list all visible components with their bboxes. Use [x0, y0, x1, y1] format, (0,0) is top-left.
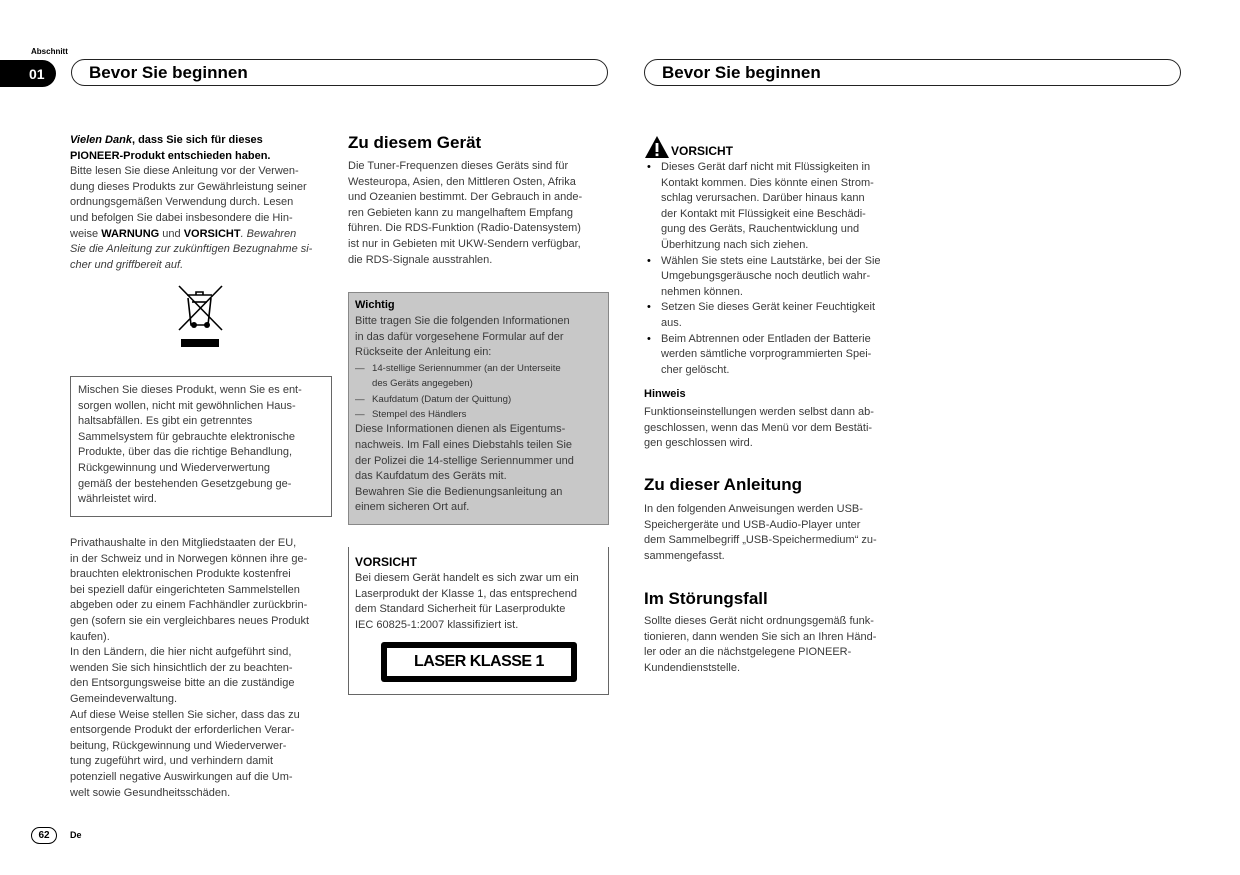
hinweis-title: Hinweis: [644, 388, 686, 400]
caution-bullet-list: [644, 160, 906, 378]
thanks-intro: [70, 133, 332, 273]
intro-line: ordnungsgemäßen Verwendung durch. Lesen: [70, 196, 294, 209]
disposal-line: gemäß der bestehenden Gesetzgebung ge-: [78, 477, 292, 490]
stoerung-line: Sollte dieses Gerät nicht ordnungsgemäß funk-: [644, 615, 874, 627]
wichtig-after-line: einem sicheren Ort auf.: [355, 501, 470, 514]
wichtig-line: Bitte tragen Sie die folgenden Informationen: [355, 315, 570, 327]
bullet-line: werden sämtliche vorprogrammierten Spei-: [661, 348, 872, 361]
bullet-line: schlag verursachen. Darüber hinaus kann: [661, 192, 865, 205]
laser-line: Bei diesem Gerät handelt es sich zwar um ein: [355, 572, 579, 584]
eu-line: gen (sofern sie ein vergleichbares neues Produkt: [70, 614, 310, 627]
bullet-line: Kontakt kommen. Dies könnte einen Strom-: [661, 176, 874, 189]
device-line: ren Gebieten kann zu mangelhaftem Empfang: [348, 206, 574, 219]
hinweis-line: gen geschlossen wird.: [644, 437, 753, 450]
anleitung-line: dem Sammelbegriff „USB-Speichermedium“ zu-: [644, 534, 877, 547]
section-number-tab: 01: [0, 60, 56, 87]
bullet-line: • Beim Abtrennen oder Entladen der Batterie: [661, 332, 871, 345]
caution-bullet: [644, 254, 906, 301]
disposal-line: währleistet wird.: [78, 493, 157, 506]
wichtig-title: Wichtig: [355, 299, 395, 311]
caution-title: VORSICHT: [671, 144, 734, 158]
wichtig-list-item: — Stempel des Händlers: [355, 407, 602, 422]
eu-line: Privathaushalte in den Mitgliedstaaten der EU,: [70, 537, 297, 549]
italic-line: Sie die Anleitung zur zukünftigen Bezugnahme si-: [70, 243, 313, 256]
vorsicht-word: VORSICHT: [183, 227, 241, 240]
wichtig-list-item: — Kaufdatum (Datum der Quittung): [355, 392, 602, 407]
caution-bullet: [644, 160, 906, 254]
header-title-left: Bevor Sie beginnen: [71, 59, 608, 86]
bullet-line: der Kontakt mit Flüssigkeit eine Beschädi-: [661, 207, 866, 220]
wichtig-line: in das dafür vorgesehene Formular auf der: [355, 330, 564, 343]
caution-bullet: [644, 300, 906, 331]
wichtig-item-line: des Geräts angegeben): [372, 378, 473, 390]
device-line: Westeuropa, Asien, den Mittleren Osten, Afrika: [348, 175, 576, 188]
eu-line: brauchten elektronischen Produkte kostenfrei: [70, 568, 291, 581]
eu-line: tung zugeführt wird, und verhindern damit: [70, 755, 274, 768]
bullet-line: Überhitzung nach sich ziehen.: [661, 238, 809, 251]
heading-im-stoerungsfall: Im Störungsfall: [644, 589, 768, 608]
und-word: und: [159, 227, 184, 240]
wichtig-after-line: nachweis. Im Fall eines Diebstahls teilen Sie: [355, 439, 573, 451]
thanks-rest: , dass Sie sich für dieses: [131, 134, 263, 146]
bullet-line: gung des Geräts, Rauchentwicklung und: [661, 223, 860, 236]
device-line: ist nur in Gebieten mit UKW-Sendern verfügbar,: [348, 237, 581, 250]
disposal-line: sorgen wollen, nicht mit gewöhnlichen Haus-: [78, 399, 296, 412]
caution-bullet: [644, 332, 906, 379]
hinweis-paragraph: [644, 405, 906, 452]
eu-line: abgeben oder zu einem Fachhändler zurückbrin-: [70, 599, 308, 612]
laser-class-text: LASER KLASSE 1: [386, 647, 572, 677]
hinweis-line: geschlossen, wenn das Menü vor dem Bestäti-: [644, 421, 873, 434]
device-line: führen. Die RDS-Funktion (Radio-Datensystem): [348, 222, 581, 235]
warnung-word: WARNUNG: [101, 227, 160, 240]
anleitung-line: Speichergeräte und USB-Audio-Player unter: [644, 518, 861, 531]
disposal-line: Rückgewinnung und Wiederverwertung: [78, 461, 270, 474]
device-line: und Ozeanien bestimmt. Der Gebrauch in ande-: [348, 191, 583, 204]
wichtig-after-line: Bewahren Sie die Bedienungsanleitung an: [355, 485, 563, 498]
anleitung-line: sammengefasst.: [644, 549, 725, 562]
italic-line: cher und griffbereit auf.: [70, 258, 184, 271]
eu-line: Gemeindeverwaltung.: [70, 692, 178, 705]
eu-line: den Entsorgungsweise bitte an die zuständige: [70, 677, 295, 690]
thanks-line2: PIONEER-Produkt entschieden haben.: [70, 149, 271, 162]
disposal-line: Produkte, über das die richtige Behandlung,: [78, 446, 293, 459]
wichtig-after-line: Diese Informationen dienen als Eigentums-: [355, 423, 566, 436]
wichtig-after-line: das Kaufdatum des Geräts mit.: [355, 470, 507, 483]
bullet-line: nehmen können.: [661, 285, 743, 298]
weise-prefix: weise: [70, 227, 102, 240]
bullet-line: aus.: [661, 316, 682, 329]
laser-class-label: [381, 642, 577, 682]
stoerung-line: Kundendienststelle.: [644, 661, 741, 674]
thanks-italic: Vielen Dank: [70, 134, 132, 146]
thanks-line1: [70, 133, 332, 149]
eu-line: wenden Sie sich hinsichtlich der zu beachten-: [70, 661, 293, 674]
wichtig-box: [348, 292, 609, 525]
intro-line: und befolgen Sie dabei insbesondere die Hin-: [70, 211, 293, 224]
intro-line: dung dieses Produkts zur Gewährleistung seiner: [70, 180, 307, 193]
eu-line: kaufen).: [70, 630, 110, 643]
weee-bin-icon: [176, 283, 226, 349]
wichtig-line: Rückseite der Anleitung ein:: [355, 346, 492, 359]
header-title-right: Bevor Sie beginnen: [644, 59, 1181, 86]
bullet-line: • Setzen Sie dieses Gerät keiner Feuchtigkeit: [661, 301, 876, 314]
anleitung-line: In den folgenden Anweisungen werden USB-: [644, 503, 863, 515]
device-line: die RDS-Signale ausstrahlen.: [348, 253, 493, 266]
laser-caution-title: VORSICHT: [355, 555, 418, 569]
wichtig-item-line: — 14-stellige Seriennummer (an der Unterseite: [372, 362, 561, 374]
disposal-line: haltsabfällen. Es gibt ein getrenntes: [78, 415, 253, 428]
bullet-line: • Dieses Gerät darf nicht mit Flüssigkeiten in: [661, 161, 871, 173]
disposal-notice-box: [70, 376, 332, 517]
device-line: Die Tuner-Frequenzen dieses Geräts sind für: [348, 160, 569, 172]
bullet-line: • Wählen Sie stets eine Lautstärke, bei der Sie: [661, 254, 881, 267]
language-code: De: [70, 830, 82, 840]
italic-tail: . Bewahren: [240, 227, 297, 240]
hinweis-line: Funktionseinstellungen werden selbst dann ab-: [644, 406, 874, 418]
stoerung-paragraph: [644, 614, 906, 676]
stoerung-line: ler oder an die nächstgelegene PIONEER-: [644, 646, 852, 659]
disposal-line: Mischen Sie dieses Produkt, wenn Sie es ent-: [78, 384, 302, 396]
anleitung-paragraph: [644, 502, 906, 564]
eu-line: in der Schweiz und in Norwegen können ihre ge-: [70, 552, 308, 565]
wichtig-after-line: der Polizei die 14-stellige Seriennummer und: [355, 454, 574, 467]
eu-line: Auf diese Weise stellen Sie sicher, dass das zu: [70, 708, 300, 721]
laser-line: Laserprodukt der Klasse 1, das entsprechend: [355, 587, 577, 600]
eu-line: entsorgende Produkt der erforderlichen Verar-: [70, 724, 295, 737]
device-paragraph: [348, 159, 610, 268]
wichtig-list-item: [355, 361, 602, 392]
warning-triangle-icon: [644, 135, 670, 159]
eu-line: beitung, Rückgewinnung und Wiederverwer-: [70, 739, 287, 752]
stoerung-line: tionieren, dann wenden Sie sich an Ihren Händ-: [644, 630, 877, 643]
heading-zu-dieser-anleitung: Zu dieser Anleitung: [644, 475, 803, 494]
eu-disposal-paragraph: [70, 536, 334, 801]
eu-line: In den Ländern, die hier nicht aufgeführt sind,: [70, 646, 292, 659]
intro-line: Bitte lesen Sie diese Anleitung vor der Verwen-: [70, 165, 299, 178]
laser-line: IEC 60825-1:2007 klassifiziert ist.: [355, 618, 519, 631]
bullet-line: cher gelöscht.: [661, 363, 730, 376]
laser-line: dem Standard Sicherheit für Laserprodukte: [355, 603, 566, 616]
section-label: Abschnitt: [31, 47, 68, 56]
eu-line: welt sowie Gesundheitsschäden.: [70, 786, 231, 799]
heading-zu-diesem-geraet: Zu diesem Gerät: [348, 133, 482, 152]
eu-line: potenziell negative Auswirkungen auf die Um-: [70, 770, 293, 783]
disposal-line: Sammelsystem für gebrauchte elektronische: [78, 430, 296, 443]
eu-line: bei speziell dafür eingerichteten Sammelstellen: [70, 583, 300, 596]
bullet-line: Umgebungsgeräusche noch deutlich wahr-: [661, 270, 871, 283]
warning-line: [70, 227, 332, 243]
page-number: 62: [31, 827, 57, 844]
